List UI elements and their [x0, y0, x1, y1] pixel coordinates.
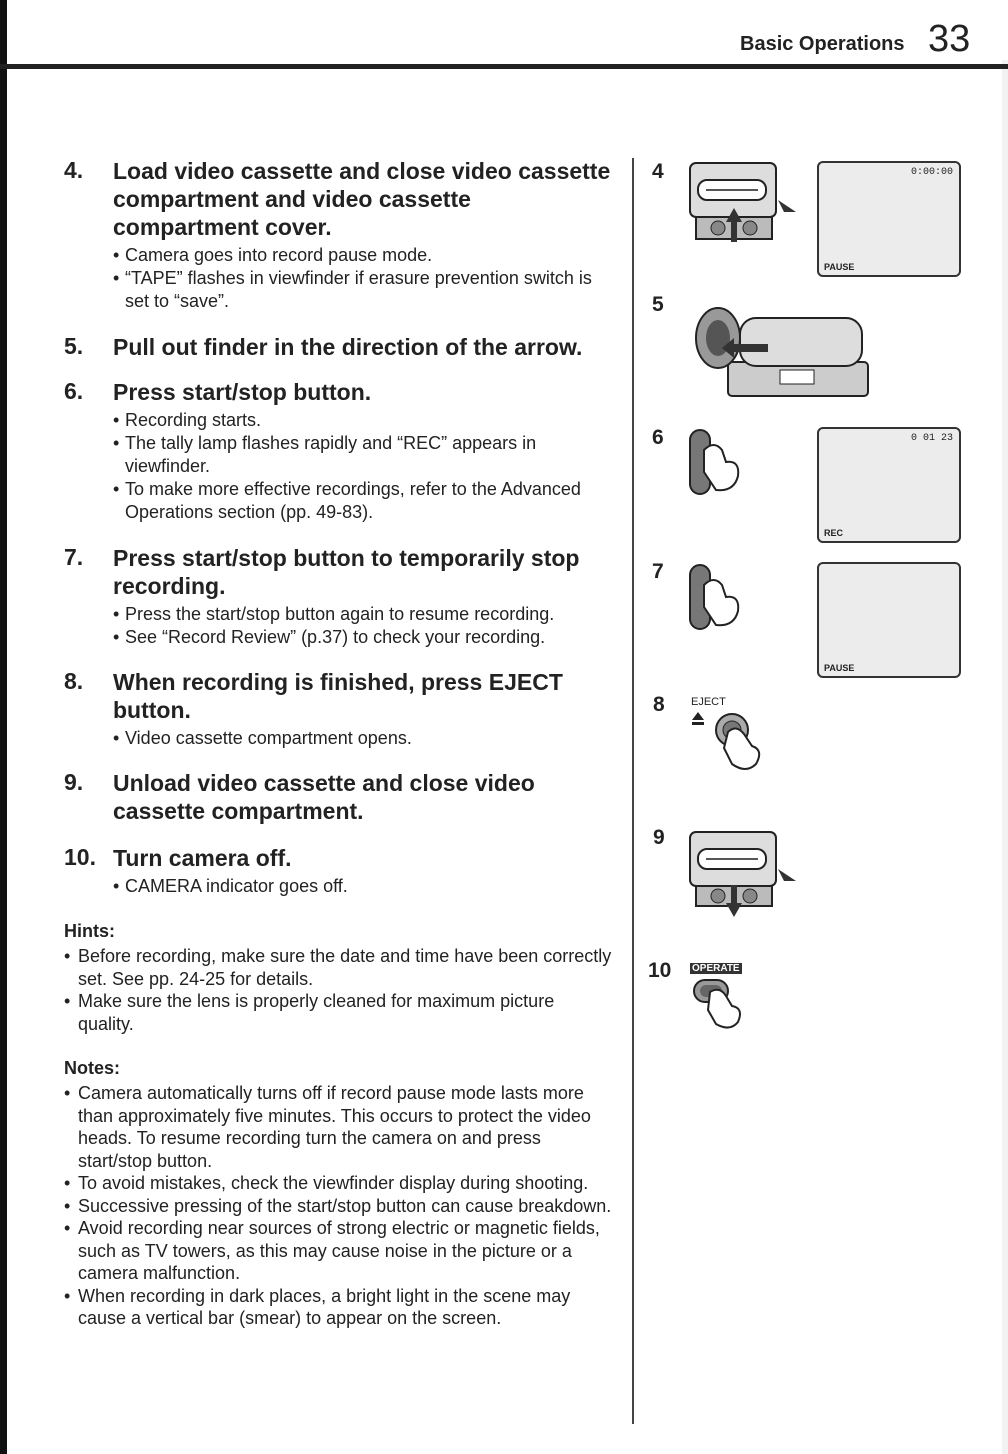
figure-number-8: 8 — [653, 693, 665, 716]
step-bullet: • The tally lamp flashes rapidly and “REC” appears in viewfinder. — [113, 432, 614, 478]
hint-item: • Make sure the lens is properly cleaned for maximum picture quality. — [64, 990, 614, 1035]
eject-button-icon — [688, 710, 778, 774]
step-9 — [64, 769, 614, 825]
step-bullet: • To make more effective recordings, refer to the Advanced Operations section (pp. 49-83). — [113, 478, 614, 524]
step-number: 9. — [64, 769, 84, 795]
screen-label: PAUSE — [824, 262, 855, 272]
page-left-edge — [0, 0, 7, 1454]
notes-list — [64, 1082, 614, 1330]
notes-title: Notes: — [64, 1058, 121, 1078]
hints-section — [64, 921, 614, 1035]
step-bullet: • See “Record Review” (p.37) to check your recording. — [113, 626, 614, 649]
step-heading: Turn camera off. — [113, 845, 292, 871]
step-bullets — [64, 875, 614, 898]
page-right-edge — [1002, 60, 1008, 1454]
cassette-compartment-icon — [686, 160, 802, 244]
note-item: • Successive pressing of the start/stop button can cause breakdown. — [64, 1195, 614, 1218]
notes-section — [64, 1058, 614, 1330]
figure-number-6: 6 — [652, 426, 664, 449]
step-number: 4. — [64, 157, 84, 183]
hint-item: • Before recording, make sure the date and time have been correctly set. See pp. 24-25 for details. — [64, 945, 614, 990]
operate-label: OPERATE — [692, 963, 740, 974]
step-number: 8. — [64, 668, 84, 694]
step-heading: Load video cassette and close video cassette compartment and video cassette compartment cover. — [113, 158, 611, 240]
figure-number-5: 5 — [652, 293, 664, 316]
operate-switch-icon — [688, 976, 768, 1032]
start-stop-button-icon — [688, 428, 744, 498]
column-divider — [632, 158, 634, 1424]
step-7 — [64, 544, 614, 649]
screen-time: 0 01 23 — [910, 433, 953, 444]
eject-label: EJECT — [691, 696, 726, 708]
step-heading: Press start/stop button. — [113, 379, 372, 405]
step-number: 5. — [64, 333, 84, 359]
cassette-unload-icon — [686, 829, 802, 919]
hints-title: Hints: — [64, 921, 115, 941]
step-number: 6. — [64, 378, 84, 404]
step-heading: Unload video cassette and close video cassette compartment. — [113, 770, 535, 824]
step-10 — [64, 844, 614, 898]
step-bullet: • Video cassette compartment opens. — [113, 727, 614, 750]
note-item: • To avoid mistakes, check the viewfinder display during shooting. — [64, 1172, 614, 1195]
screen-label: REC — [824, 528, 844, 538]
step-5 — [64, 333, 614, 361]
figure-number-9: 9 — [653, 826, 665, 849]
step-bullet: • Camera goes into record pause mode. — [113, 244, 614, 267]
page-number: 33 — [928, 18, 971, 60]
step-bullet: • Press the start/stop button again to resume recording. — [113, 603, 614, 626]
note-item: • Camera automatically turns off if record pause mode lasts more than approximately five minutes. This occurs to protect the video heads. To resume recording turn the camera on and press start/stop button. — [64, 1082, 614, 1172]
header-title: Basic Operations — [740, 33, 905, 55]
screen-time: 0:00:00 — [910, 167, 953, 178]
figure-number-7: 7 — [652, 560, 664, 583]
step-8 — [64, 668, 614, 750]
step-bullet: • CAMERA indicator goes off. — [113, 875, 614, 898]
viewfinder-screen-rec — [817, 427, 961, 543]
step-number: 7. — [64, 544, 84, 570]
hints-list — [64, 945, 614, 1035]
screen-label: PAUSE — [824, 663, 855, 673]
step-6 — [64, 378, 614, 524]
header-rule — [0, 64, 1008, 69]
figure-number-10: 10 — [648, 959, 672, 982]
step-bullet: • Recording starts. — [113, 409, 614, 432]
step-heading: Pull out finder in the direction of the arrow. — [113, 334, 583, 360]
step-bullets — [64, 244, 614, 313]
camcorder-finder-icon — [688, 300, 874, 400]
step-heading: When recording is finished, press EJECT button. — [113, 669, 563, 723]
figure-number-4: 4 — [652, 160, 664, 183]
note-item: • Avoid recording near sources of strong electric or magnetic fields, such as TV towers, as this may cause noise in the picture or a camera malfunction. — [64, 1217, 614, 1285]
step-bullets — [64, 409, 614, 524]
start-stop-button-icon-2 — [688, 563, 744, 633]
step-bullet: • “TAPE” flashes in viewfinder if erasure prevention switch is set to “save”. — [113, 267, 614, 313]
viewfinder-screen-pause — [817, 161, 961, 277]
viewfinder-screen-pause-2 — [817, 562, 961, 678]
note-item: • When recording in dark places, a bright light in the scene may cause a vertical bar (smear) to appear on the screen. — [64, 1285, 614, 1330]
step-bullets — [64, 727, 614, 750]
step-4 — [64, 157, 614, 313]
step-number: 10. — [64, 844, 96, 870]
step-bullets — [64, 603, 614, 649]
step-heading: Press start/stop button to temporarily stop recording. — [113, 545, 580, 599]
